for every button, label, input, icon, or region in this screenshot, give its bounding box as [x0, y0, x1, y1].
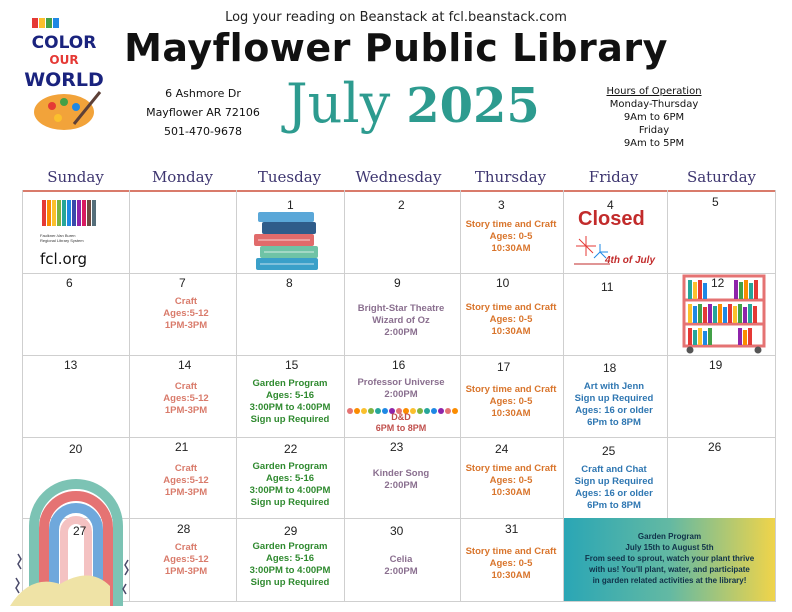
event-title: Garden Program: [252, 461, 328, 472]
event-signup: Sign up Required: [574, 393, 654, 404]
event-ages: Ages:5-12: [163, 475, 209, 486]
date-26: 26: [708, 440, 722, 454]
event-title: Craft: [174, 381, 198, 392]
date-20: 20: [69, 442, 83, 456]
garden-banner-desc-2: with us! You'll plant, water, and participate: [589, 565, 750, 574]
event-time: 10:30AM: [491, 487, 531, 498]
event-celia: [346, 554, 456, 578]
event-time: 1PM-3PM: [164, 487, 208, 498]
event-art-with-jenn: [564, 381, 664, 429]
hours-weekday: Monday-Thursday: [609, 99, 699, 110]
event-signup: Sign up Required: [250, 577, 330, 588]
date-25: 25: [602, 444, 616, 458]
date-28: 28: [177, 522, 191, 536]
event-garden-15: [238, 378, 342, 426]
date-15: 15: [285, 358, 299, 372]
event-time: 10:30AM: [491, 570, 531, 581]
event-time: 3:00PM to 4:00PM: [249, 485, 331, 496]
weekday-thursday: Thursday: [474, 168, 547, 186]
event-story-time-24: [461, 463, 561, 499]
event-ages: Ages: 0-5: [489, 231, 533, 242]
date-7: 7: [179, 276, 186, 290]
year-label: 2025: [406, 78, 540, 134]
event-craft-and-chat: [564, 464, 664, 512]
date-4: 4: [607, 198, 614, 212]
hours-title: Hours of Operation: [606, 86, 702, 97]
library-name: Mayflower Public Library: [124, 26, 668, 70]
event-craft-7: [136, 296, 236, 332]
event-title: Story time and Craft: [465, 546, 557, 557]
event-craft-21: [136, 463, 236, 499]
event-title: Bright-Star Theatre: [357, 303, 445, 314]
weekday-wednesday: Wednesday: [355, 168, 442, 186]
event-signup: Sign up Required: [250, 497, 330, 508]
event-time: 3:00PM to 4:00PM: [249, 402, 331, 413]
event-time: 2:00PM: [384, 566, 418, 577]
event-bright-star: [346, 303, 456, 339]
date-13: 13: [64, 358, 78, 372]
event-title: Garden Program: [252, 541, 328, 552]
event-title: Story time and Craft: [465, 384, 557, 395]
svg-text:WORLD: WORLD: [24, 69, 104, 91]
event-time: 2:00PM: [384, 480, 418, 491]
event-title: D&D: [391, 412, 411, 422]
event-title: Craft and Chat: [581, 464, 647, 475]
address-phone: 501-470-9678: [164, 125, 242, 138]
event-title: Craft: [174, 542, 198, 553]
event-time: 1PM-3PM: [164, 320, 208, 331]
event-time: 6Pm to 8PM: [587, 417, 641, 428]
date-8: 8: [286, 276, 293, 290]
event-title: Story time and Craft: [465, 463, 557, 474]
event-garden-29: [238, 541, 342, 589]
event-craft-14: [136, 381, 236, 417]
fcl-url: fcl.org: [40, 250, 88, 268]
date-2: 2: [398, 198, 405, 212]
date-6: 6: [66, 276, 73, 290]
event-kinder-song: [346, 468, 456, 492]
event-garden-22: [238, 461, 342, 509]
fcl-regional-logo: [40, 198, 100, 244]
event-title: Story time and Craft: [465, 302, 557, 313]
scalloped-border: [346, 402, 458, 410]
svg-text:COLOR: COLOR: [31, 33, 97, 53]
event-subtitle: Wizard of Oz: [372, 315, 430, 326]
date-11: 11: [601, 280, 614, 294]
date-24: 24: [495, 442, 509, 456]
event-title: Craft: [174, 463, 198, 474]
event-time: 3:00PM to 4:00PM: [249, 565, 331, 576]
hours-friday: Friday: [638, 125, 670, 136]
date-29: 29: [284, 524, 298, 538]
fourth-of-july-label: 4th of July: [605, 255, 656, 266]
event-ages: Ages: 16 or older: [575, 405, 653, 416]
date-5: 5: [712, 195, 719, 209]
hours-weekday-time: 9Am to 6PM: [623, 112, 685, 123]
color-our-world-logo: [24, 14, 104, 134]
date-21: 21: [175, 440, 189, 454]
event-signup: Sign up Required: [574, 476, 654, 487]
rainbow-image: [10, 456, 130, 606]
date-16: 16: [392, 358, 406, 372]
event-story-time-31: [461, 546, 561, 582]
event-ages: Ages: 0-5: [489, 558, 533, 569]
event-time: 2:00PM: [384, 327, 418, 338]
book-stack-image: [252, 210, 326, 272]
weekday-tuesday: Tuesday: [257, 168, 322, 186]
event-title: Celia: [389, 554, 413, 565]
date-31: 31: [505, 522, 519, 536]
garden-banner-desc-3: in garden related activities at the library!: [592, 576, 747, 585]
event-ages: Ages: 5-16: [265, 473, 315, 484]
month-label: July: [286, 72, 391, 135]
svg-text:OUR: OUR: [49, 53, 79, 67]
address-street: 6 Ashmore Dr: [165, 87, 241, 100]
event-time: 2:00PM: [384, 389, 418, 400]
event-title: Story time and Craft: [465, 219, 557, 230]
event-signup: Sign up Required: [250, 414, 330, 425]
event-craft-28: [136, 542, 236, 578]
date-19: 19: [709, 358, 723, 372]
event-time: 10:30AM: [491, 243, 531, 254]
garden-banner-title: Garden Program: [637, 532, 702, 541]
month-year: [286, 72, 586, 135]
date-12: 12: [711, 276, 725, 290]
event-ages: Ages: 0-5: [489, 314, 533, 325]
event-time: 6Pm to 8PM: [587, 500, 641, 511]
date-10: 10: [496, 276, 510, 290]
event-dnd: [346, 412, 456, 434]
date-18: 18: [603, 361, 617, 375]
weekday-friday: Friday: [588, 168, 639, 186]
fcl-logo-caption: Faulkner-Van Buren Regional Library System: [40, 233, 84, 243]
date-17: 17: [497, 360, 511, 374]
date-23: 23: [390, 440, 404, 454]
event-ages: Ages: 0-5: [489, 396, 533, 407]
date-1: 1: [287, 198, 294, 212]
date-30: 30: [390, 524, 404, 538]
garden-banner-desc-1: From seed to sprout, watch your plant thrive: [584, 554, 755, 563]
garden-program-banner: [564, 518, 775, 601]
date-9: 9: [394, 276, 401, 290]
event-story-time-3: [461, 219, 561, 255]
event-time: 10:30AM: [491, 408, 531, 419]
event-ages: Ages:5-12: [163, 393, 209, 404]
event-time: 1PM-3PM: [164, 566, 208, 577]
event-title: Garden Program: [252, 378, 328, 389]
event-ages: Ages: 0-5: [489, 475, 533, 486]
event-ages: Ages: 5-16: [265, 553, 315, 564]
date-3: 3: [498, 198, 505, 212]
event-title: Kinder Song: [372, 468, 430, 479]
weekday-sunday: Sunday: [47, 168, 104, 186]
date-27: 27: [73, 524, 87, 538]
event-time: 6PM to 8PM: [375, 423, 427, 433]
weekday-monday: Monday: [151, 168, 214, 186]
event-time: 1PM-3PM: [164, 405, 208, 416]
event-title: Craft: [174, 296, 198, 307]
event-ages: Ages:5-12: [163, 554, 209, 565]
date-22: 22: [284, 442, 298, 456]
event-story-time-17: [461, 384, 561, 420]
event-ages: Ages: 5-16: [265, 390, 315, 401]
event-professor-universe: [346, 377, 456, 401]
event-time: 10:30AM: [491, 326, 531, 337]
date-14: 14: [178, 358, 192, 372]
beanstack-tagline: Log your reading on Beanstack at fcl.beanstack.com: [225, 10, 567, 25]
weekday-saturday: Saturday: [686, 168, 757, 186]
closed-label: Closed: [578, 208, 645, 230]
address-city: Mayflower AR 72106: [146, 106, 260, 119]
event-ages: Ages: 16 or older: [575, 488, 653, 499]
garden-banner-dates: July 15th to August 5th: [625, 543, 714, 552]
event-story-time-10: [461, 302, 561, 338]
event-ages: Ages:5-12: [163, 308, 209, 319]
event-title: Art with Jenn: [583, 381, 645, 392]
event-title: Professor Universe: [357, 377, 445, 388]
hours-friday-time: 9Am to 5PM: [623, 138, 685, 149]
